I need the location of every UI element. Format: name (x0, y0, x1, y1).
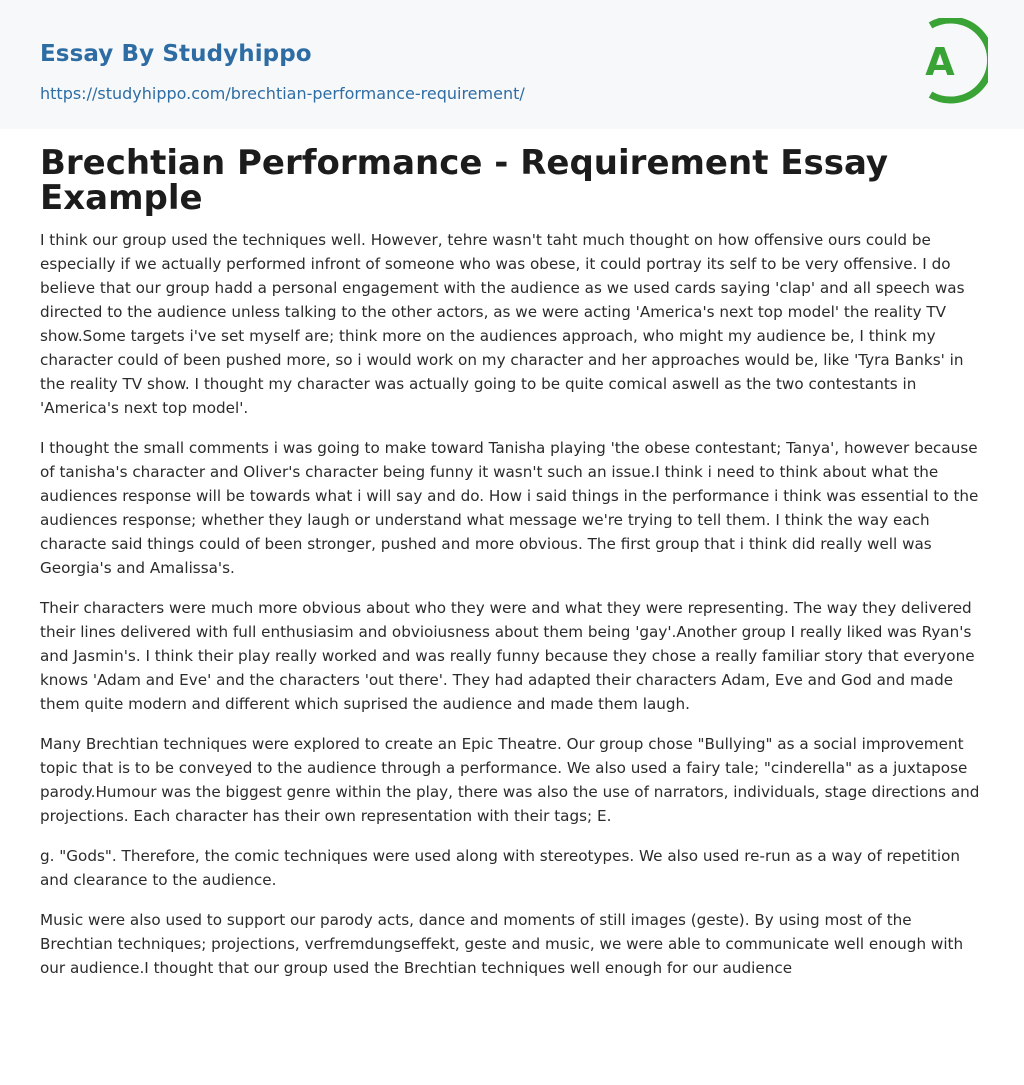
site-title[interactable]: Essay By Studyhippo (40, 41, 312, 67)
studyhippo-logo-icon[interactable] (908, 18, 988, 106)
article-paragraph: g. "Gods". Therefore, the comic techniques were used along with stereotypes. We also used re-run as a way of repetition and clearance to the audience. (40, 847, 961, 889)
article-paragraph: Their characters were much more obvious about who they were and what they were representing. The way they delivered their lines delivered with full enthusiasim and obvioiusness about them being 'gay'.Another group I really liked was Ryan's and Jasmin's. I think their play really worked and was really funny because they chose a really familiar story that everyone knows 'Adam and Eve' and the characters 'out there'. They had adapted their characters Adam, Eve and God and made them quite modern and different which suprised the audience and made them laugh. (40, 599, 975, 713)
logo-letter: A (925, 40, 955, 84)
article-paragraph: Many Brechtian techniques were explored to create an Epic Theatre. Our group chose "Bullying" as a social improvement topic that is to be conveyed to the audience through a performance. We also used a fairy tale; "cinderella" as a juxtapose parody.Humour was the biggest genre within the play, there was also the use of narrators, individuals, stage directions and projections. Each character has their own representation with their tags; E. (40, 735, 980, 825)
article (40, 143, 988, 996)
article-paragraph: Music were also used to support our parody acts, dance and moments of still images (geste). By using most of the Brechtian techniques; projections, verfremdungseffekt, geste and music, we were able to communicate well enough with our audience.I thought that our group used the Brechtian techniques well enough for our audience (40, 911, 964, 977)
source-url-link[interactable]: https://studyhippo.com/brechtian-performance-requirement/ (40, 84, 525, 103)
article-paragraph: I thought the small comments i was going to make toward Tanisha playing 'the obese contestant; Tanya', however because of tanisha's character and Oliver's character being funny it wasn't such an issue.I think i need to think about what the audiences response will be towards what i will say and do. How i said things in the performance i think was essential to the audiences response; whether they laugh or understand what message we're trying to tell them. I think the way each characte said things could of been stronger, pushed and more obvious. The first group that i think did really well was Georgia's and Amalissa's. (40, 439, 979, 577)
site-header (0, 0, 1024, 129)
article-paragraph: I think our group used the techniques well. However, tehre wasn't taht much thought on how offensive ours could be especially if we actually performed infront of someone who was obese, it could portray its self to be very offensive. I do believe that our group hadd a personal engagement with the audience as we used cards saying 'clap' and all speech was directed to the audience unless talking to the other actors, as we were acting 'America's next top model' the reality TV show.Some targets i've set myself are; think more on the audiences approach, who might my audience be, I think my character could of been pushed more, so i would work on my character and her approaches would be, like 'Tyra Banks' in the reality TV show. I thought my character was actually going to be quite comical aswell as the two contestants in 'America's next top model'. (40, 231, 965, 417)
article-body (40, 228, 988, 980)
page-title: Brechtian Performance - Requirement Essay Example (40, 143, 889, 218)
